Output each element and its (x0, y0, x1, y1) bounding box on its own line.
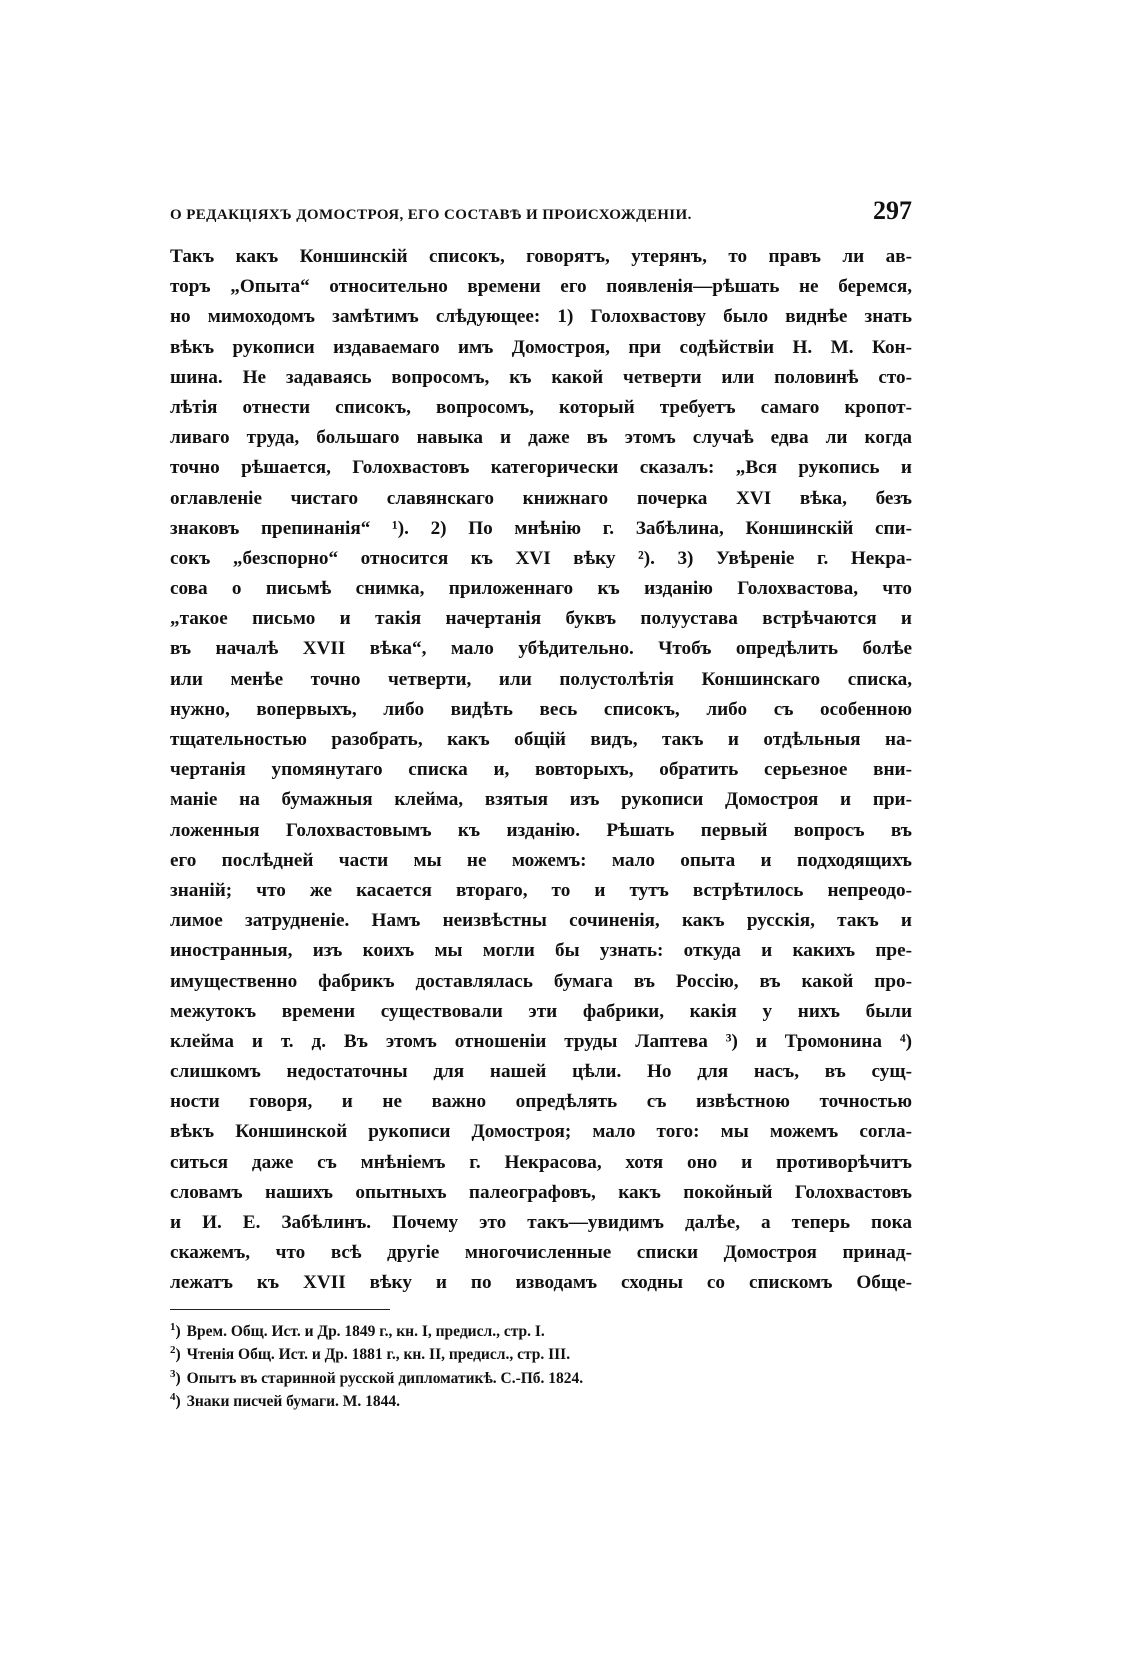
text-line: нужно, вопервыхъ, либо видѣть весь списокъ, либо съ особенною (170, 698, 912, 720)
footnote-paren: ) (175, 1346, 181, 1364)
text-line: лежатъ къ XVII вѣку и по изводамъ сходны со спискомъ Обще- (170, 1272, 912, 1294)
text-line: лѣтія отнести списокъ, вопросомъ, который требуетъ самаго кропот- (170, 396, 912, 418)
text-line: точно рѣшается, Голохвастовъ категорически сказалъ: „Вся рукопись и (170, 457, 912, 479)
footnote (170, 1367, 912, 1391)
page-number: 297 (873, 196, 912, 225)
text-line: вѣкъ рукописи издаваемаго имъ Домостроя, при содѣйствіи Н. М. Кон- (170, 336, 912, 358)
text-line: имущественно фабрикъ доставлялась бумага въ Россію, въ какой про- (170, 970, 912, 992)
footnote (170, 1390, 912, 1414)
text-line: но мимоходомъ замѣтимъ слѣдующее: 1) Голохвастову было виднѣе знать (170, 306, 912, 328)
footnote-mark: 4 (170, 1390, 176, 1403)
text-line: скажемъ, что всѣ другіе многочисленные списки Домостроя принад- (170, 1242, 912, 1264)
text-line: его послѣдней части мы не можемъ: мало опыта и подходящихъ (170, 849, 912, 871)
text-line: или менѣе точно четверти, или полустолѣтія Коншинскаго списка, (170, 668, 912, 690)
running-head: О РЕДАКЦІЯХЪ ДОМОСТРОЯ, ЕГО СОСТАВѢ И ПРОИСХОЖДЕНІИ. (170, 207, 692, 223)
text-line: вѣкъ Коншинской рукописи Домостроя; мало того: мы можемъ согла- (170, 1121, 912, 1143)
text-line: межутокъ времени существовали эти фабрики, какія у нихъ были (170, 1000, 912, 1022)
text-line: торъ „Опыта“ относительно времени его появленія—рѣшать не беремся, (170, 276, 912, 298)
footnote-text: Врем. Общ. Ист. и Др. 1849 г., кн. I, предисл., стр. I. (186, 1322, 545, 1340)
footnote-mark: 1 (170, 1320, 176, 1333)
footnote-text: Знаки писчей бумаги. М. 1844. (186, 1393, 401, 1411)
footnote (170, 1343, 912, 1367)
footnote-mark: 3 (170, 1367, 176, 1380)
footnote-text: Опытъ въ старинной русской дипломатикѣ. С.-Пб. 1824. (186, 1369, 584, 1387)
text-line: словамъ нашихъ опытныхъ палеографовъ, какъ покойный Голохвастовъ (170, 1181, 912, 1203)
text-line: маніе на бумажныя клейма, взятыя изъ рукописи Домостроя и при- (170, 789, 912, 811)
text-line: иностранныя, изъ коихъ мы могли бы узнать: откуда и какихъ пре- (170, 940, 912, 962)
footnotes (170, 1320, 912, 1414)
text-line: оглавленіе чистаго славянскаго книжнаго почерка XVI вѣка, безъ (170, 487, 912, 509)
footnote-paren: ) (175, 1369, 181, 1387)
text-line: знаковъ препинанія“ ¹). 2) По мнѣнію г. Забѣлина, Коншинскій спи- (170, 517, 912, 539)
text-line: ложенныя Голохвастовымъ къ изданію. Рѣшать первый вопросъ въ (170, 819, 912, 841)
text-line: сова о письмѣ снимка, приложеннаго къ изданію Голохвастова, что (170, 578, 912, 600)
text-line: шина. Не задаваясь вопросомъ, къ какой четверти или половинѣ сто- (170, 366, 912, 388)
footnote-paren: ) (175, 1393, 181, 1411)
text-line: Такъ какъ Коншинскій списокъ, говорятъ, утерянъ, то правъ ли ав- (170, 246, 912, 267)
footnote-paren: ) (175, 1322, 181, 1340)
document-page (170, 196, 912, 1414)
footnote-mark: 2 (170, 1343, 176, 1356)
text-line: „такое письмо и такія начертанія буквъ полуустава встрѣчаются и (170, 608, 912, 630)
page-header (170, 196, 912, 236)
text-line: и И. Е. Забѣлинъ. Почему это такъ—увидимъ далѣе, а теперь пока (170, 1212, 912, 1233)
text-line: тщательностью разобрать, какъ общій видъ, такъ и отдѣльныя на- (170, 729, 912, 750)
text-line: ливаго труда, большаго навыка и даже въ этомъ случаѣ едва ли когда (170, 427, 912, 449)
text-line: клейма и т. д. Въ этомъ отношеніи труды Лаптева ³) и Тромонина ⁴) (170, 1030, 912, 1052)
text-line: лимое затрудненіе. Намъ неизвѣстны сочиненія, какъ русскія, такъ и (170, 910, 912, 932)
text-line: ности говоря, и не важно опредѣлять съ извѣстною точностью (170, 1091, 912, 1113)
text-line: ситься даже съ мнѣніемъ г. Некрасова, хотя оно и противорѣчитъ (170, 1151, 912, 1173)
text-line: чертанія упомянутаго списка и, вовторыхъ, обратить серьезное вни- (170, 759, 912, 781)
footnote-text: Чтенія Общ. Ист. и Др. 1881 г., кн. II, предисл., стр. III. (186, 1346, 571, 1364)
body-text (170, 242, 912, 1299)
text-line: въ началѣ XVII вѣка“, мало убѣдительно. Чтобъ опредѣлить болѣе (170, 638, 912, 660)
text-line: слишкомъ недостаточны для нашей цѣли. Но для насъ, въ сущ- (170, 1061, 912, 1083)
footnote-rule (170, 1309, 390, 1310)
text-line: знаній; что же касается втораго, то и тутъ встрѣтилось непреодо- (170, 879, 912, 901)
text-line: сокъ „безспорно“ относится къ XVI вѣку ²). 3) Увѣреніе г. Некра- (170, 547, 912, 569)
footnote (170, 1320, 912, 1344)
